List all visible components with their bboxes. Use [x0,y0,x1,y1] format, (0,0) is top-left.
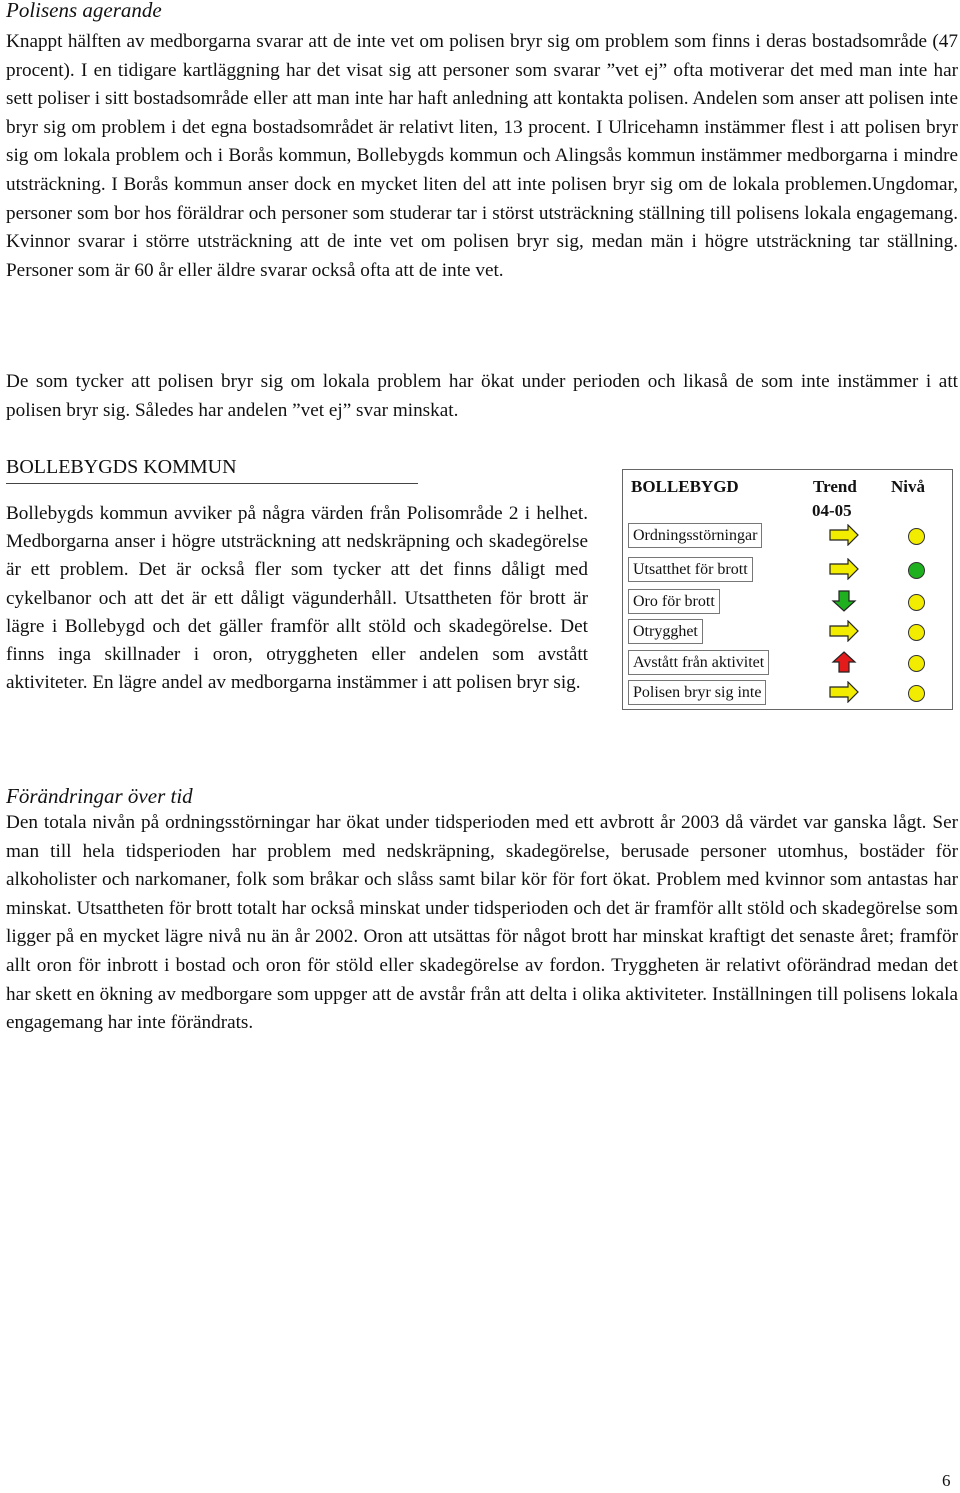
section-heading-polisens-agerande: Polisens agerande [6,0,162,22]
trend-row-label: Avstått från aktivitet [628,650,769,675]
kommun-paragraph: Bollebygds kommun avviker på några värden från Polisområde 2 i helhet. Medborgarna anser i högre utsträckning att nedskräpning och skadegörelse är ett problem. Det är också fler som tycker att det finns dåligt med cykelbanor och att det är ett dåligt vägunderhåll. Utsattheten för brott är lägre i Bollebygd och det gäller framför allt stöld och skadegörelse. Det finns inga skillnader i oron, otryggheten eller andelen som avstått aktiviteter. En lägre andel av medborgarna instämmer i att polisen bryr sig. [6,503,588,694]
kommun-title: BOLLEBYGDS KOMMUN [6,454,418,484]
level-dot-green-icon [908,562,925,579]
section-heading-forandringar: Förändringar över tid [6,784,193,808]
level-header: Nivå [891,477,925,496]
trend-header-label: Trend [813,477,857,496]
trend-arrow-shape [830,621,858,641]
trend-arrow-shape [833,591,855,611]
trend-indicator-box [622,469,953,710]
level-dot-yellow-icon [908,528,925,545]
trend-row-label: Polisen bryr sig inte [628,680,766,705]
trend-arrow-shape [830,559,858,579]
paragraph-polisens-agerande: Knappt hälften av medborgarna svarar att de inte vet om polisen bryr sig om problem som finns i deras bostadsområde (47 procent). I en tidigare kartläggning har det visat sig att personer som svarar ”vet ej” ofta motiverar det med man inte har sett poliser i sitt bostadsområde eller att man inte har haft anledning att kontakta polisen. Andelen som anser att polisen inte bryr sig om problem i det egna bostadsområdet är relativt liten, 13 procent. I Ulricehamn instämmer flest i att polisen bryr sig om lokala problem och i Borås kommun, Bollebygds kommun och Alingsås kommun instämmer medborgarna i mindre utsträckning. I Borås kommun anser dock en mycket liten del att inte polisen bryr sig om de lokala problemen.Ungdomar, personer som bor hos föräldrar och personer som studerar tar i störst utsträckning ställning till polisens lokala engagemang. Kvinnor svarar i större utsträckning att de inte vet om polisen bryr sig, medan män i högre utsträckning tar ställning. Personer som är 60 år eller äldre svarar också ofta att de inte vet. [6,31,958,281]
level-dot-yellow-icon [908,594,925,611]
trend-arrow-shape [830,682,858,702]
trend-arrow-shape [830,525,858,545]
level-dot-yellow-icon [908,685,925,702]
trend-arrow-right-icon [828,620,860,642]
page-number: 6 [942,1471,951,1490]
trend-arrow-down-icon [828,590,860,612]
paragraph-forandringar: Den totala nivån på ordningsstörningar har ökat under tidsperioden med ett avbrott år 2003 då värdet var ganska lågt. Ser man till hela tidsperioden har problem med nedskräpning, skadegörelse, berusade personer utomhus, bostäder för alkoholister och narkomaner, folk som bråkar och slåss samt bilar kör för fort ökat. Problem med kvinnor som antastas har minskat. Utsattheten för brott totalt har också minskat under tidsperioden och det är framför allt stöld och skadegörelse som ligger på en mycket lägre nivå nu än år 2002. Oron att utsättas för något brott har minskat kraftigt det senaste året; framför allt oron för inbrott i bostad och oron för stöld eller skadegörelse av fordon. Tryggheten är relativt oförändrad medan det har skett en ökning av medborgare som uppger att de avstår från att delta i olika aktiviteter. Inställningen till polisens lokala engagemang har inte förändrats. [6,812,958,1034]
trend-row-label: Otrygghet [628,619,703,644]
paragraph-polisen-bryr-sig: De som tycker att polisen bryr sig om lokala problem har ökat under perioden och likaså de som inte instämmer i att polisen bryr sig. Således har andelen ”vet ej” svar minskat. [6,371,958,421]
trend-arrow-right-icon [828,681,860,703]
trend-row-label: Utsatthet för brott [628,557,753,582]
trend-arrow-right-icon [828,558,860,580]
trend-header [813,476,857,498]
trend-arrow-up-icon [828,651,860,673]
trend-arrow-right-icon [828,524,860,546]
trend-box-title: BOLLEBYGD [631,477,739,496]
trend-period: 04-05 [812,501,852,520]
level-dot-yellow-icon [908,624,925,641]
trend-arrow-shape [833,652,855,672]
trend-row-label: Ordningsstörningar [628,523,762,548]
trend-row-label: Oro för brott [628,589,720,614]
level-dot-yellow-icon [908,655,925,672]
